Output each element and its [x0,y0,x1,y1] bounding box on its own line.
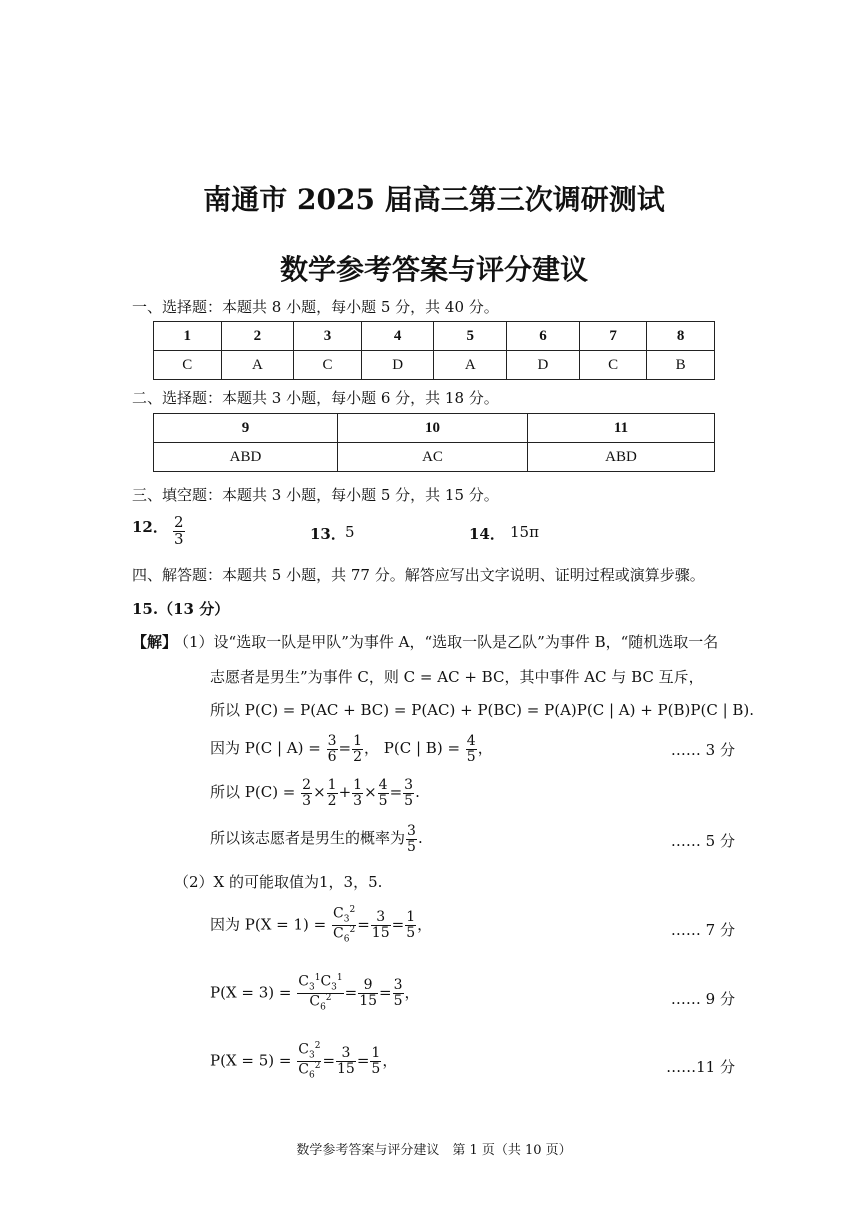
table-cell: 6 [507,322,580,351]
section3-heading: 三、填空题：本题共 3 小题，每小题 5 分，共 15 分。 [132,486,499,504]
section1-heading: 一、选择题：本题共 8 小题，每小题 5 分，共 40 分。 [132,298,499,316]
table-cell: 9 [154,414,338,443]
score-3: …… 3 分 [670,741,735,759]
table-row [154,443,715,472]
document-subtitle: 数学参考答案与评分建议 [279,253,588,286]
part1-line1: （1）设“选取一队是甲队”为事件 A，“选取一队是乙队”为事件 B，“随机选取一名 [174,633,719,651]
score-7: …… 7 分 [670,921,735,939]
table-cell: 5 [434,322,507,351]
part2-line1: （2）X 的可能取值为1，3，5. [174,873,383,891]
table-cell: 3 [294,322,362,351]
table-cell: 4 [361,322,434,351]
table-cell: 8 [647,322,715,351]
section2-heading: 二、选择题：本题共 3 小题，每小题 6 分，共 18 分。 [132,389,499,407]
q14-label: 14． [469,525,505,543]
table-row [154,351,715,380]
section1-answer-table [153,321,715,380]
section4-heading: 四、解答题：本题共 5 小题，共 77 分。解答应写出文字说明、证明过程或演算步骤。 [132,566,705,584]
table-cell: 11 [528,414,715,443]
part1-line3: 所以 P(C) = P(AC + BC) = P(AC) + P(BC) = P(A)P(C | A) + P(B)P(C | B). [210,701,755,719]
score-9: …… 9 分 [670,990,735,1008]
table-cell: ABD [528,443,715,472]
q12-label: 12． [132,518,168,536]
section2-answer-table [153,413,715,472]
table-cell: ABD [154,443,338,472]
q14-answer: 15π [510,523,539,541]
q12-answer: $\frac{2}{3}$ [174,513,184,548]
q13-answer: 5 [345,523,355,541]
table-cell: C [294,351,362,380]
table-row [154,322,715,351]
part2-line4: P(X = 5) = $\frac{C_3^2}{C_6^2}$ = $\frac{3}{15}$ = $\frac{1}{5}$ ， [210,1041,398,1081]
table-cell: D [507,351,580,380]
table-cell: 7 [579,322,647,351]
q13-label: 13． [310,525,346,543]
table-cell: 10 [338,414,528,443]
part2-line3: P(X = 3) = $\frac{C_3^1C_3^1}{C_6^2}$ = $\frac{9}{15}$ = $\frac{3}{5}$ ， [210,973,420,1013]
table-cell: D [361,351,434,380]
part1-line4: 因为 P(C | A) = $\frac{3}{6}$ = $\frac{1}{2}$ ， P(C | B) = $\frac{4}{5}$ ， [210,733,493,765]
table-cell: 1 [154,322,222,351]
part1-line5: 所以 P(C) = $\frac{2}{3}$ × $\frac{1}{2}$ + $\frac{1}{3}$ × $\frac{4}{5}$ = $\frac{3}{5}$ . [210,777,420,809]
table-cell: C [579,351,647,380]
document-title: 南通市 2025 届高三第三次调研测试 [203,183,665,216]
q15-label: 15.（13 分） [132,600,230,618]
table-cell: C [154,351,222,380]
score-5: …… 5 分 [670,832,735,850]
table-cell: AC [338,443,528,472]
page-footer: 数学参考答案与评分建议 第 1 页（共 10 页） [296,1143,572,1158]
table-cell: B [647,351,715,380]
table-cell: 2 [221,322,294,351]
table-cell: A [221,351,294,380]
part1-line6: 所以该志愿者是男生的概率为 $\frac{3}{5}$ . [210,823,423,855]
table-cell: A [434,351,507,380]
solution-marker: 【解】 [132,633,178,651]
table-row [154,414,715,443]
part1-line2: 志愿者是男生”为事件 C，则 C = AC + BC，其中事件 AC 与 BC 互斥， [210,668,704,686]
part2-line2: 因为 P(X = 1) = $\frac{C_3^2}{C_6^2}$ = $\frac{3}{15}$ = $\frac{1}{5}$ ， [210,905,433,945]
score-11: ……11 分 [666,1058,735,1076]
